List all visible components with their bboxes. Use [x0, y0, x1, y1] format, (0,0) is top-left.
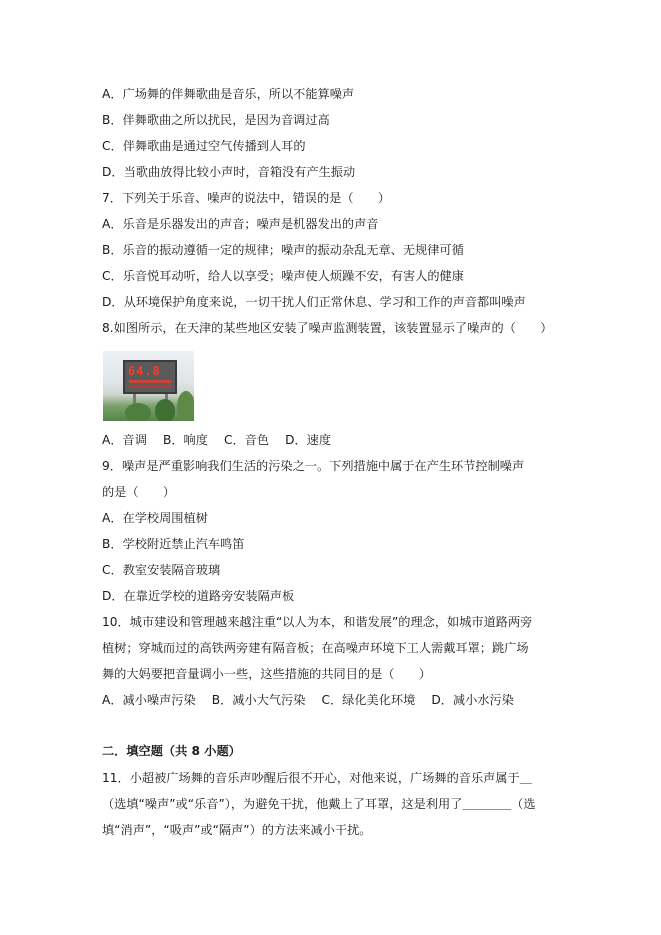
- q6-option-a: A．广场舞的伴舞歌曲是音乐，所以不能算噪声: [102, 87, 355, 101]
- noise-monitor-photo: [103, 351, 194, 421]
- display-text-lines: [129, 380, 171, 383]
- q10-options: A．减小噪声污染 B．减小大气污染 C．绿化美化环境 D．减小水污染: [102, 693, 514, 707]
- shrub: [155, 399, 175, 421]
- q7-option-a: A．乐音是乐器发出的声音；噪声是机器发出的声音: [102, 217, 379, 231]
- q6-option-d: D．当歌曲放得比较小声时，音箱没有产生振动: [102, 165, 356, 179]
- shrub: [125, 403, 151, 421]
- q7-stem: 7．下列关于乐音、噪声的说法中，错误的是（ ）: [102, 191, 391, 205]
- q10-stem-1: 10．城市建设和管理越来越注重“以人为本，和谐发展”的理念，如城市道路两旁: [102, 615, 533, 629]
- q9-stem-2: 的是（ ）: [102, 485, 176, 499]
- q9-option-b: B．学校附近禁止汽车鸣笛: [102, 537, 245, 551]
- tree: [177, 391, 194, 421]
- q6-option-c: C．伴舞歌曲是通过空气传播到人耳的: [102, 139, 306, 153]
- q10-stem-2: 植树；穿城而过的高铁两旁建有隔音板；在高噪声环境下工人需戴耳罩；跳广场: [102, 641, 529, 655]
- q11-line-3: 填“消声”，“吸声”或“隔声”）的方法来减小干扰。: [102, 823, 372, 837]
- q7-option-d: D．从环境保护角度来说，一切干扰人们正常休息、学习和工作的声音都叫噪声: [102, 295, 526, 309]
- q10-stem-3: 舞的大妈要把音量调小一些，这些措施的共同目的是（ ）: [102, 667, 432, 681]
- q7-option-b: B．乐音的振动遵循一定的规律；噪声的振动杂乱无章、无规律可循: [102, 243, 464, 257]
- q8-options: A．音调 B．响度 C．音色 D．速度: [102, 433, 332, 447]
- q8-stem: 8.如图所示，在天津的某些地区安装了噪声监测装置，该装置显示了噪声的（ ）: [102, 321, 553, 335]
- noise-display-board: [123, 360, 177, 394]
- q9-option-c: C．教室安装隔音玻璃: [102, 563, 221, 577]
- q11-line-1: 11．小超被广场舞的音乐声吵醒后很不开心，对他来说，广场舞的音乐声属于＿: [102, 771, 532, 785]
- q7-option-c: C．乐音悦耳动听，给人以享受；噪声使人烦躁不安，有害人的健康: [102, 269, 464, 283]
- noise-readout: 64.8: [128, 364, 161, 378]
- q11-line-2: （选填“噪声”或“乐音”），为避免干扰，他戴上了耳罩，这是利用了＿＿＿＿（选: [102, 797, 536, 811]
- q9-option-a: A．在学校周围植树: [102, 511, 208, 525]
- q9-option-d: D．在靠近学校的道路旁安装隔声板: [102, 589, 295, 603]
- section-title: 二．填空题（共 8 小题）: [102, 744, 241, 758]
- q9-stem-1: 9．噪声是严重影响我们生活的污染之一。下列措施中属于在产生环节控制噪声: [102, 459, 525, 473]
- q6-option-b: B．伴舞歌曲之所以扰民，是因为音调过高: [102, 113, 330, 127]
